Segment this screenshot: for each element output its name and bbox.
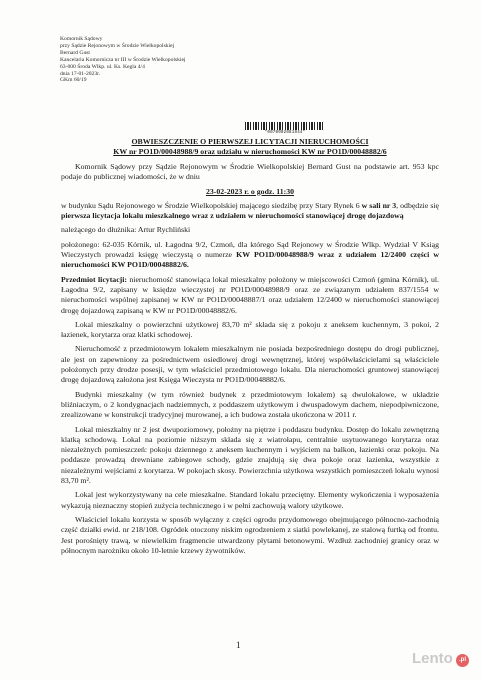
sender-line: GKm 60/19 [60, 77, 87, 84]
debtor-line: należącego do dłużnika: Artur Rychliński [61, 225, 191, 235]
page-number: 1 [236, 640, 241, 650]
document-body [61, 162, 439, 560]
paragraph-access: Nieruchomość z przedmiotowym lokalem mieszkalnym nie posiada bezpośredniego dostępu do drogi publicznej, ale jest on zapewniony za pośrednictwem osiedlowej drogi wewnętrznej, której współwłaścicielami są właściciele położonych przy drodze posesji, w tym właściciel przedmiotowego lokalu. Dla nieruchomości gruntowej stanowiącej drogę dojazdową założona jest Księga Wieczysta nr PO1D/00048882/6. [61, 344, 439, 385]
paragraph-subject [61, 275, 439, 316]
paragraph-condition: Lokal jest wykorzystywany na cele mieszkalne. Standard lokalu przeciętny. Elementy wykończenia i wyposażenia wykazują nieznaczny stopień zużycia technicznego i w pełni zachowują walory użytkowe. [61, 490, 439, 510]
title-line-1: OBWIESZCZENIE O PIERWSZEJ LICYTACJI NIERUCHOMOŚCI [131, 137, 369, 146]
venue-text: w budynku Sądu Rejonowego w Środzie Wielkopolskiej mającego siedzibę przy Stary Rynek 6 [61, 200, 362, 210]
sender-line: Bernard Gust [60, 49, 90, 56]
paragraph-area: Lokal mieszkalny o powierzchni użytkowej 83,70 m² składa się z pokoju z aneksem kuchennym, 3 pokoi, 2 łazienek, korytarza oraz klatki schodowej. [61, 319, 439, 340]
sender-line: 63-000 Środa Wlkp. ul. Ks. Kegla 4/4 [60, 63, 145, 70]
subject-text: nieruchomość stanowiąca lokal mieszkalny położony w miejscowości Czmoń (gmina Kórnik), ul. Łagodna 9/2, zapisany w księdze wieczystej nr PO1D/00048988/9 oraz ze związanym udziałem 837/1554 w nieruchomości wspólnej zapisanej w KW nr PO1D/00048887/1 oraz udziałem 12/2400 w nieruchomości stanowiącej drogę dojazdową zapisaną w KW nr PO1D/00048882/6. [61, 274, 440, 315]
lento-watermark [412, 650, 476, 672]
paragraph-intro: Komornik Sądowy przy Sądzie Rejonowym w Środzie Wielkopolskiej Bernard Gust na podstawie art. 953 kpc podaje do publicznej wiadomości, że w dniu [61, 162, 439, 182]
paragraph-venue [61, 201, 439, 222]
location-text: położonego: 62-035 Kórnik, ul. Łagodna 9/2, Czmoń, dla którego Sąd Rejonowy w Środzie Wlkp. Wydział V Ksiąg Wieczystych prowadzi księgę wieczystą o numerze [61, 239, 439, 260]
barcode-bars [245, 122, 325, 130]
subject-label: Przedmiot licytacji: [61, 274, 128, 284]
barcode [245, 122, 325, 135]
sender-line: Kancelaria Komornicza nr III w Środzie Wielkopolskiej [60, 56, 186, 63]
sender-line: przy Sądzie Rejonowym w Środzie Wielkopolskiej [60, 42, 175, 49]
paragraph-layout: Lokal mieszkalny nr 2 jest dwupoziomowy, położny na piętrze i poddaszu budynku. Dostęp do lokalu zewnętrzną klatką schodową. Lokal na poziomie niższym składa się z wiatrołapu, centralnie usytuowanego korytarza oraz niezależnych pomieszczeń: pokoju dziennego z aneksem kuchennym i wyjściem na balkon, łazienki oraz pokoju. Na poddasze prowadzą drewniane zabiegowe schody, gdzie znajdują się dwa pokoje oraz łazienka, wszystkie z niezależnymi wejściami z korytarza. W pokojach skosy. Powierzchnia użytkowa wszystkich pomieszczeń lokalu wynosi 83,70 m². [61, 424, 439, 486]
paragraph-garden: Właściciel lokalu korzysta w sposób wyłączny z części ogrodu przydomowego obejmującego północno-zachodnią część działki ewid. nr 218/108. Ogródek otoczony niskim ogrodzeniem z siatki powlekanej, ze stalową furtką od frontu. Jest porośnięty trawą, w niewielkim fragmencie utwardzony płytami betonowymi. Wzdłuż zachodniej granicy oraz w północnym narożniku około 10-letnie krzewy żywotników. [61, 514, 439, 555]
auction-subject-bold: pierwsza licytacja lokalu mieszkalnego wraz z udziałem w nieruchomości stanowiącej drogę dojazdową [61, 211, 404, 221]
sender-line: Komornik Sądowy [60, 36, 103, 42]
sender-address-block [60, 36, 280, 84]
paragraph-building: Budynki mieszkalny (w tym również budynek z przedmiotowym lokalem) są dwulokalowe, w układzie bliźniaczym, o 2 kondygnacjach nadziemnych, z poddaszem użytkowym i dwuspadowym dachem, niepodpiwniczone, zrealizowane w konstrukcji tradycyjnej murowanej, a ich budowa została ukończona w 2011 r. [61, 389, 439, 420]
watermark-text: Lento [412, 650, 453, 667]
watermark-badge: .pl [456, 654, 469, 667]
room-number: w sali nr 3 [361, 200, 397, 210]
barcode-number: *0070002081944* [264, 131, 306, 135]
document-title [70, 137, 430, 157]
venue-text-2: , odbędzie się [396, 200, 439, 210]
title-line-2: KW nr PO1D/00048988/9 oraz udziału w nieruchomości KW nr PO1D/00048882/6 [113, 146, 387, 156]
sender-line: dnia 17-01-2023r. [60, 70, 101, 77]
paragraph-location [61, 240, 439, 271]
land-registry-bold: KW PO1D/00048988/9 wraz z udziałem 12/2400 części w nieruchomości KW PO1D/00048882/6. [61, 250, 439, 270]
auction-date: 23-02-2023 r. o godz. 11:30 [205, 186, 295, 196]
